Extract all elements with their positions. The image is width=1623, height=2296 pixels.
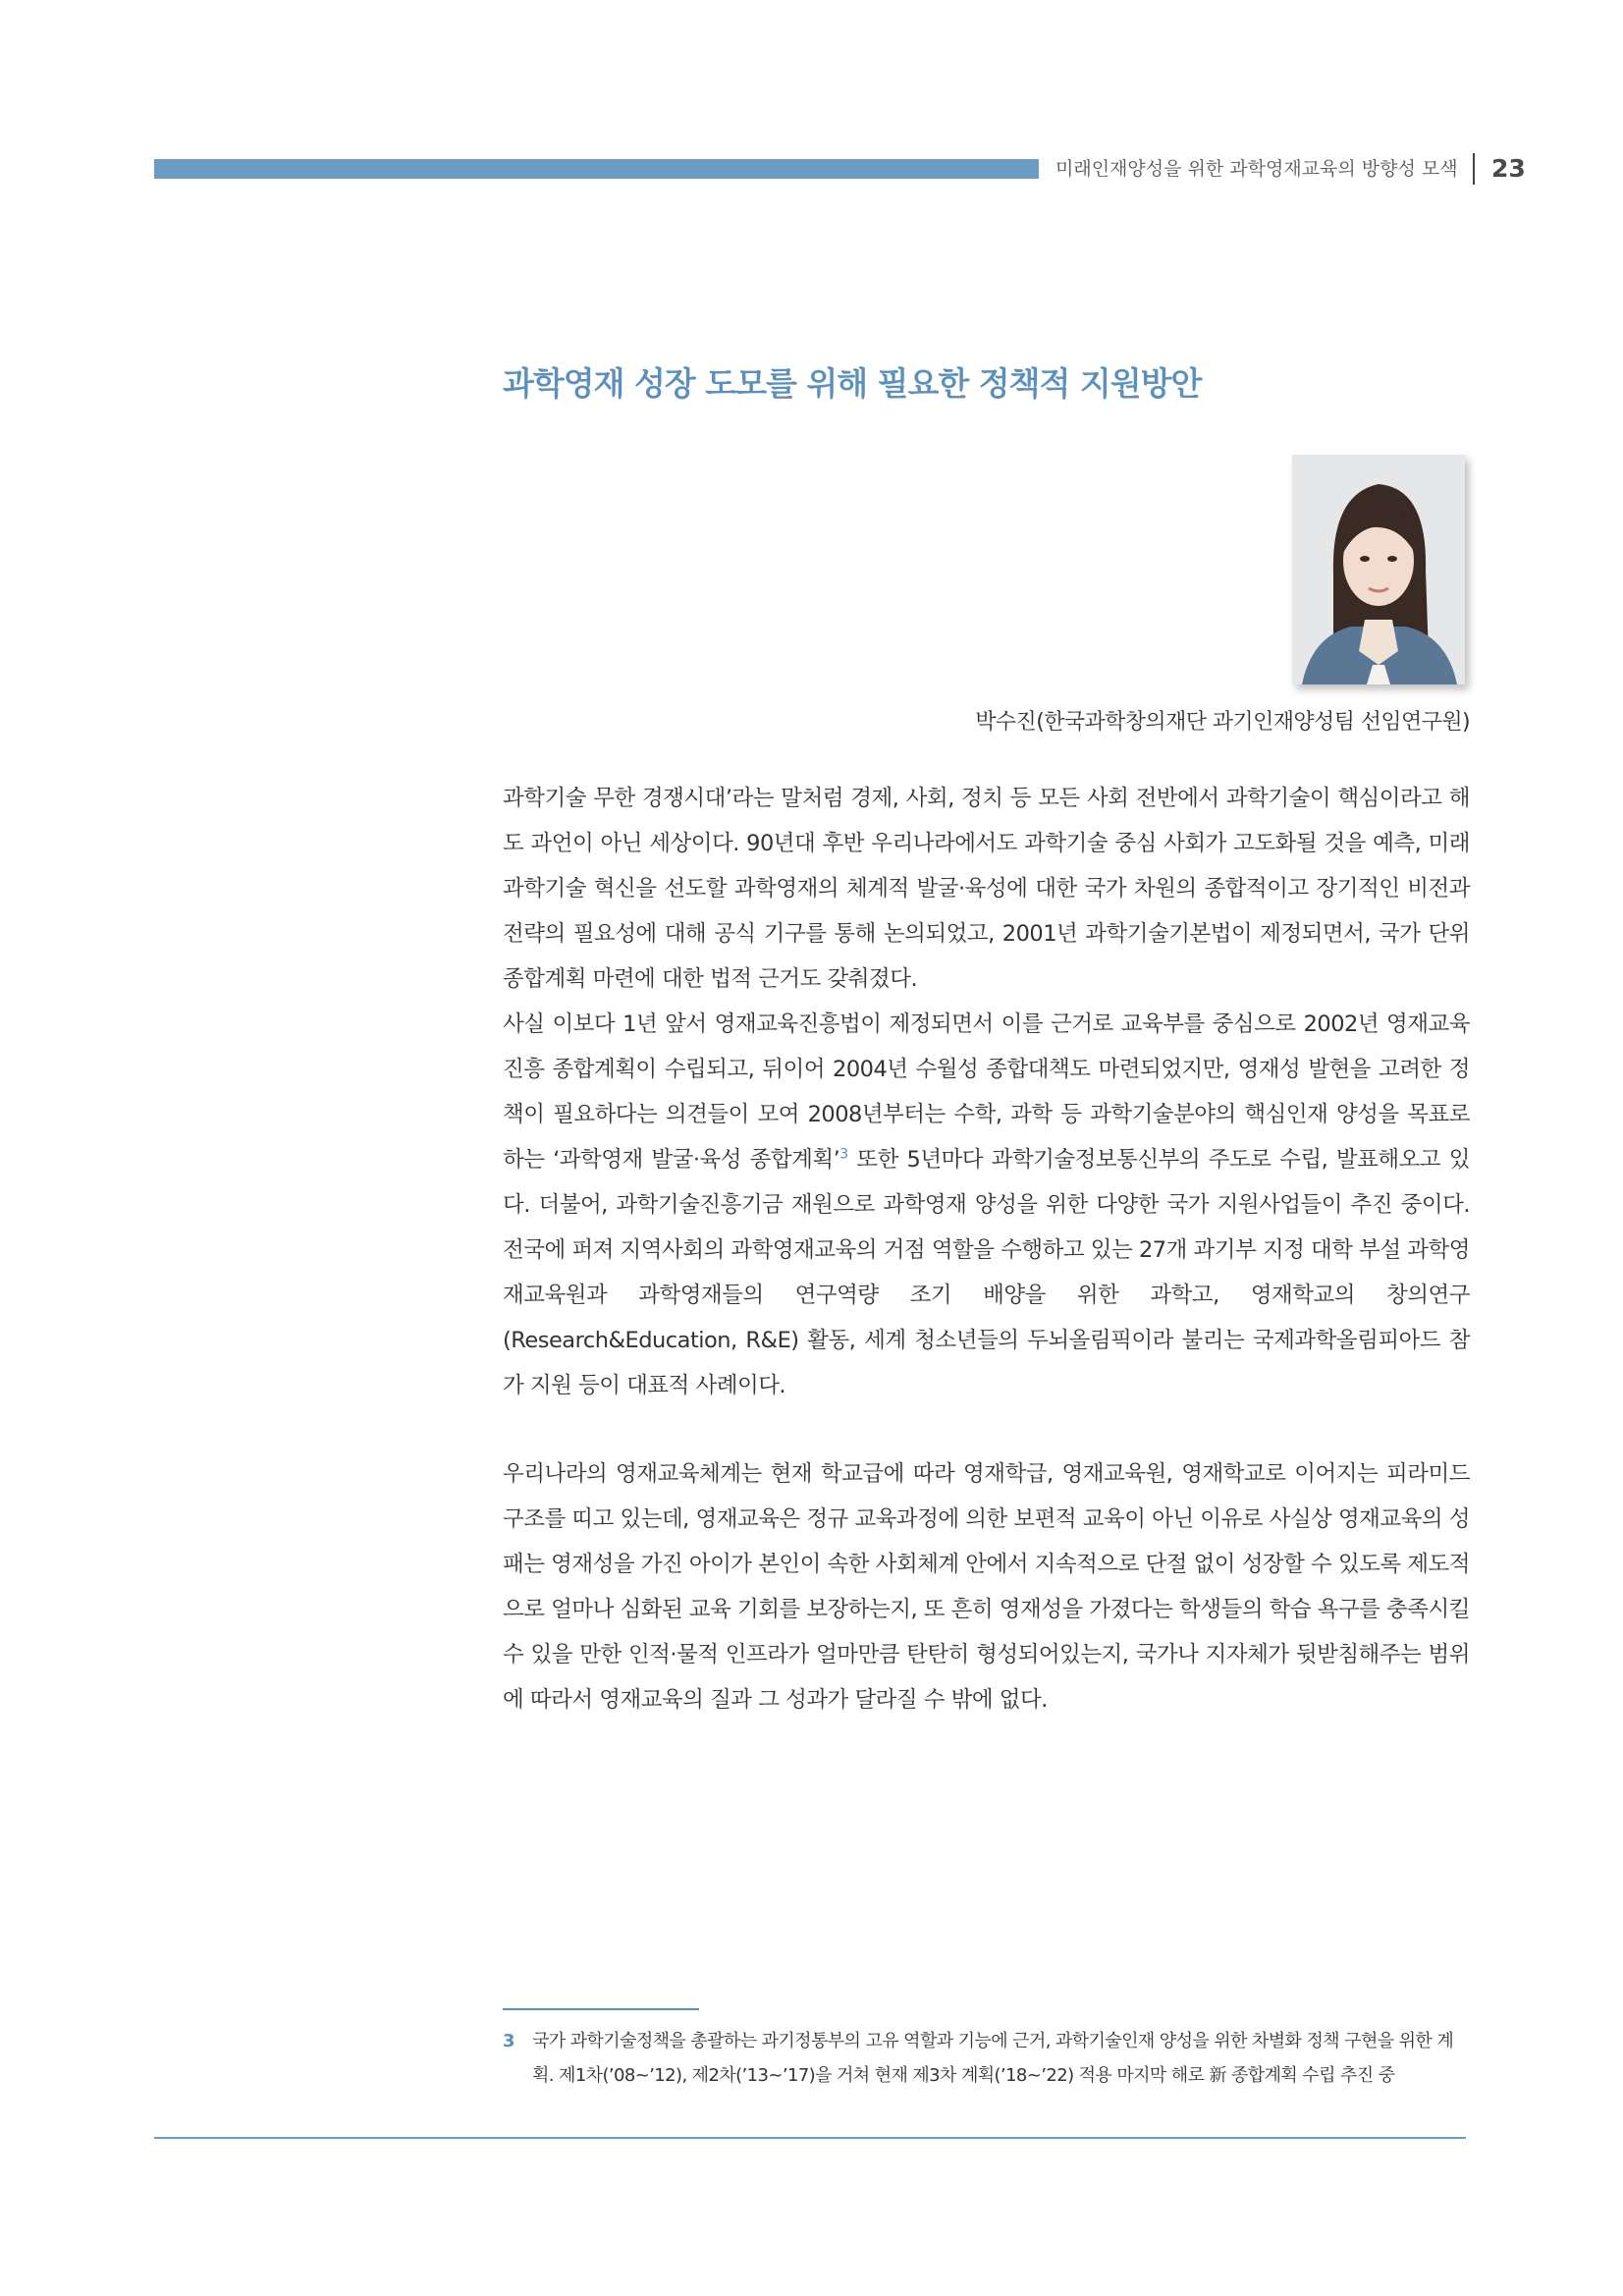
paragraph: 과학기술 무한 경쟁시대’라는 말처럼 경제, 사회, 정치 등 모든 사회 전반에서 과학기술이 핵심이라고 해도 과언이 아닌 세상이다. 90년대 후반 우리나라에서도 과학기술 중심 사회가 고도화될 것을 예측, 미래 과학기술 혁신을 선도할 과학영재의 체계적 발굴·육성에 대한 국가 차원의 종합적이고 장기적인 비전과 전략의 필요성에 대해 공식 기구를 통해 논의되었고, 2001년 과학기술기본법이 제정되면서, 국가 단위 종합계획 마련에 대한 법적 근거도 갖춰졌다. [503,786,1470,992]
running-title: 미래인재양성을 위한 과학영재교육의 방향성 모색 [1055,158,1458,180]
page-bottom-rule [154,2137,1466,2139]
page-number: 23 [1491,154,1526,183]
footnote-number: 3 [503,2031,514,2051]
author-byline: 박수진(한국과학창의재단 과기인재양성팀 선임연구원) [975,710,1470,735]
article-title: 과학영재 성장 도모를 위해 필요한 정책적 지원방안 [503,364,1202,403]
paragraph [503,1002,1470,1408]
author-photo [1292,455,1465,684]
paragraph: 우리나라의 영재교육체계는 현재 학교급에 따라 영재학급, 영재교육원, 영재학교로 이어지는 피라미드 구조를 띠고 있는데, 영재교육은 정규 교육과정에 의한 보편적 교육이 아닌 이유로 사실상 영재교육의 성패는 영재성을 가진 아이가 본인이 속한 사회체계 안에서 지속적으로 단절 없이 성장할 수 있도록 제도적으로 얼마나 심화된 교육 기회를 보장하는지, 또 흔히 영재성을 가졌다는 학생들의 학습 욕구를 충족시킬 수 있을 만한 인적·물적 인프라가 얼마만큼 탄탄히 형성되어있는지, 국가나 지자체가 뒷받침해주는 범위에 따라서 영재교육의 질과 그 성과가 달라질 수 밖에 없다. [503,1461,1471,1713]
paragraph-text: 사실 이보다 1년 앞서 영재교육진흥법이 제정되면서 이를 근거로 교육부를 중심으로 2002년 영재교육진흥 종합계획이 수립되고, 뒤이어 2004년 수월성 종합대책도 마련되었지만, 영재성 발현을 고려한 정책이 필요하다는 의견들이 모여 2008년부터는 수학, 과학 등 과학기술분야의 핵심인재 양성을 목표로 하는 ‘과학영재 발굴·육성 종합계획’ [503,1011,1470,1173]
header-bar [154,159,1039,179]
header-divider [1473,153,1475,185]
footnote-reference[interactable]: 3 [839,1146,848,1163]
article-body [503,776,1470,1722]
footnote-divider [503,2008,699,2010]
footnote-text: 국가 과학기술정책을 총괄하는 과기정통부의 고유 역할과 기능에 근거, 과학기술인재 양성을 위한 차별화 정책 구현을 위한 계획. 제1차(’08~’12), 제2차(’13~’17)을 거쳐 현재 제3차 계획(’18~’22) 적용 마지막 해로 新 종합계획 수립 추진 중 [532,2031,1454,2086]
paragraph-text: 또한 5년마다 과학기술정보통신부의 주도로 수립, 발표해오고 있다. 더불어, 과학기술진흥기금 재원으로 과학영재 양성을 위한 다양한 국가 지원사업들이 추진 중이다. 전국에 퍼져 지역사회의 과학영재교육의 거점 역할을 수행하고 있는 27개 과기부 지정 대학 부설 과학영재교육원과 과학영재들의 연구역량 조기 배양을 위한 과학고, 영재학교의 창의연구(Research&Education, R&E) 활동, 세계 청소년들의 두뇌올림픽이라 불리는 국제과학올림피아드 참가 지원 등이 대표적 사례이다. [503,1147,1471,1398]
footnote [503,2024,1470,2093]
